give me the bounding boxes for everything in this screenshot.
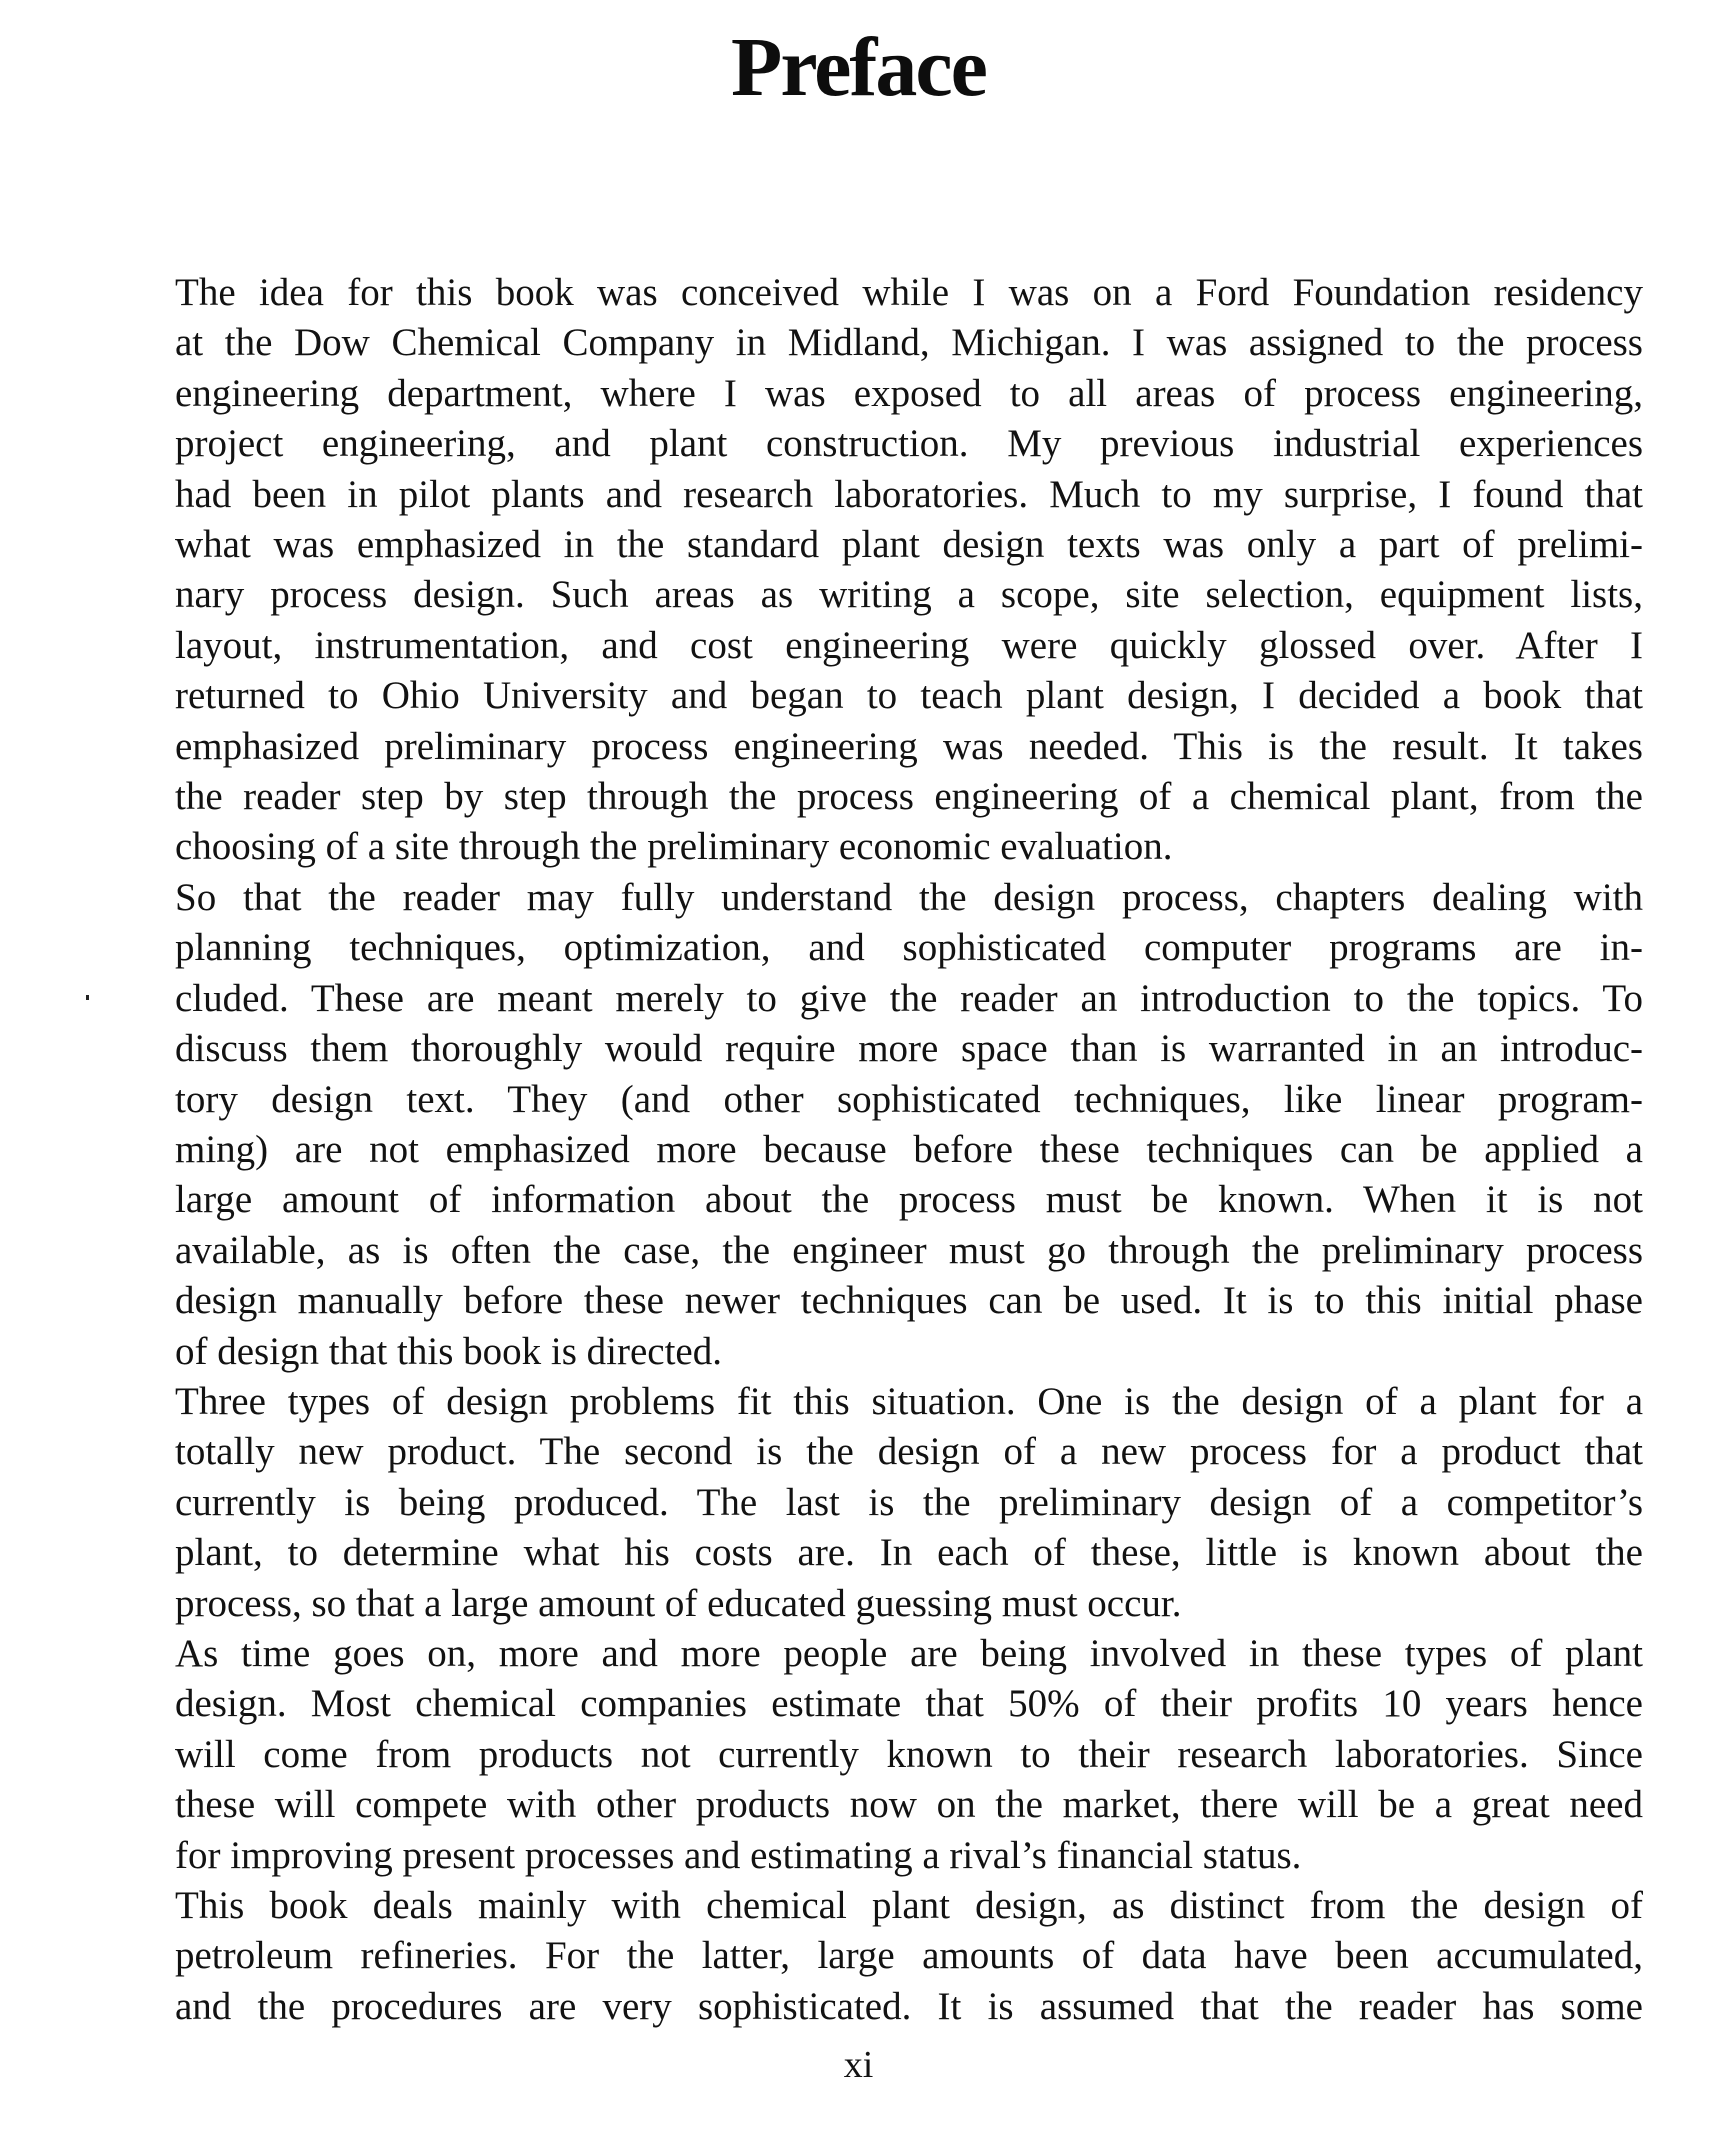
text-line: layout, instrumentation, and cost engineering were quickly glossed over. After I <box>175 623 1643 667</box>
text-line: planning techniques, optimization, and sophisticated computer programs are in- <box>175 926 1643 970</box>
text-line: ming) are not emphasized more because before these techniques can be applied a <box>175 1127 1643 1171</box>
text-line: these will compete with other products now on the market, there will be a great need <box>175 1783 1643 1827</box>
text-line: currently is being produced. The last is the preliminary design of a competitor’s <box>175 1480 1643 1524</box>
text-line: petroleum refineries. For the latter, large amounts of data have been accumulated, <box>175 1934 1643 1978</box>
text-line: nary process design. Such areas as writing a scope, site selection, equipment lists, <box>175 573 1643 617</box>
preface-body <box>131 268 1643 2032</box>
text-line: the reader step by step through the process engineering of a chemical plant, from the <box>175 775 1643 819</box>
text-line: returned to Ohio University and began to teach plant design, I decided a book that <box>175 674 1643 718</box>
text-line: of design that this book is directed. <box>175 1329 722 1373</box>
text-line: what was emphasized in the standard plant design texts was only a part of prelimi- <box>175 523 1643 567</box>
text-line: will come from products not currently known to their research laboratories. Since <box>175 1732 1643 1776</box>
paragraph-3 <box>131 1377 1643 1629</box>
text-line: plant, to determine what his costs are. In each of these, little is known about the <box>175 1531 1643 1575</box>
text-line: The idea for this book was conceived while I was on a Ford Foundation residency <box>175 271 1643 314</box>
text-line: at the Dow Chemical Company in Midland, Michigan. I was assigned to the process <box>175 321 1643 365</box>
text-line: choosing of a site through the preliminary economic evaluation. <box>175 825 1173 869</box>
paragraph-5 <box>131 1881 1643 2032</box>
page-title: Preface <box>731 21 986 114</box>
text-line: and the procedures are very sophisticated. It is assumed that the reader has some <box>175 1984 1643 2028</box>
text-line: cluded. These are meant merely to give the reader an introduction to the topics. To <box>175 976 1643 1020</box>
paragraph-2 <box>131 873 1643 1377</box>
text-line: As time goes on, more and more people are being involved in these types of plant <box>175 1631 1643 1675</box>
text-line: for improving present processes and estimating a rival’s financial status. <box>175 1833 1302 1877</box>
text-line: design manually before these newer techniques can be used. It is to this initial phase <box>175 1279 1643 1323</box>
paragraph-1 <box>131 268 1643 873</box>
paragraph-4 <box>131 1629 1643 1881</box>
text-line: project engineering, and plant construction. My previous industrial experiences <box>175 422 1643 466</box>
text-line: tory design text. They (and other sophisticated techniques, like linear program- <box>175 1077 1643 1121</box>
text-line: discuss them thoroughly would require more space than is warranted in an introduc- <box>175 1027 1643 1071</box>
text-line: large amount of information about the process must be known. When it is not <box>175 1178 1643 1222</box>
text-line: engineering department, where I was exposed to all areas of process engineering, <box>175 371 1643 415</box>
text-line: design. Most chemical companies estimate that 50% of their profits 10 years hence <box>175 1682 1643 1726</box>
text-line: This book deals mainly with chemical plant design, as distinct from the design of <box>175 1884 1643 1927</box>
scan-speck <box>86 995 89 1000</box>
page-number: xi <box>843 2044 874 2086</box>
text-line: emphasized preliminary process engineering was needed. This is the result. It takes <box>175 724 1643 768</box>
text-line: had been in pilot plants and research laboratories. Much to my surprise, I found that <box>175 472 1643 516</box>
text-line: Three types of design problems fit this situation. One is the design of a plant for a <box>175 1379 1643 1423</box>
text-line: available, as is often the case, the engineer must go through the preliminary process <box>175 1228 1643 1272</box>
text-line: So that the reader may fully understand the design process, chapters dealing with <box>175 875 1643 919</box>
text-line: totally new product. The second is the design of a new process for a product that <box>175 1430 1643 1474</box>
text-line: process, so that a large amount of educated guessing must occur. <box>175 1581 1182 1625</box>
